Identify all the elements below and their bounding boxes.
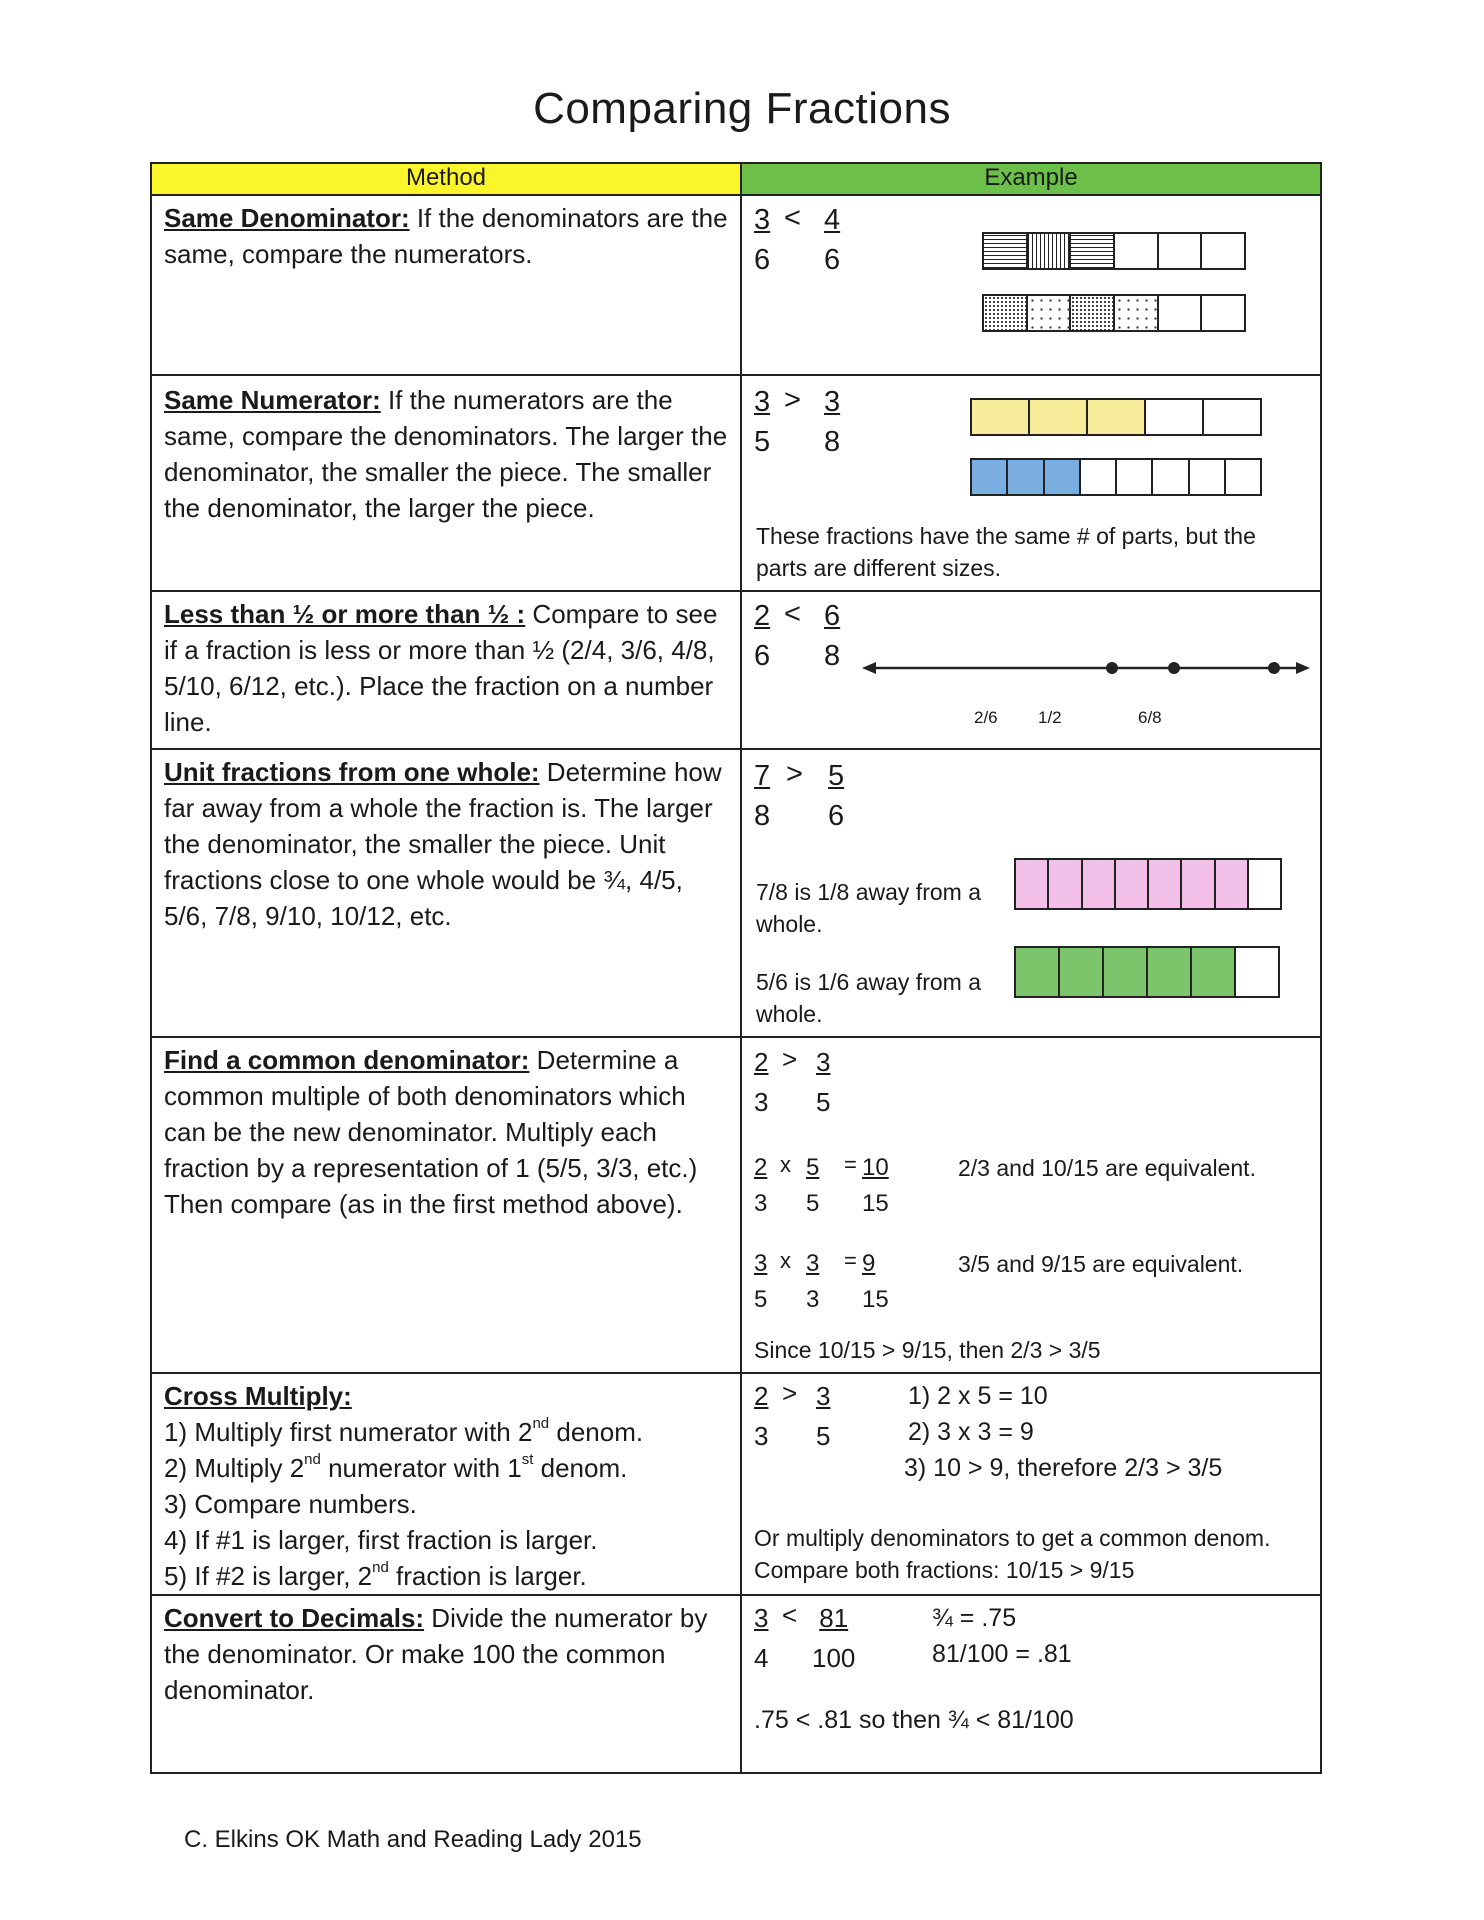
fraction: $\frac{3}{4}$ <box>754 1603 769 1673</box>
example-note: 5/6 is 1/6 away from a whole. <box>756 969 981 1027</box>
example-note: Or multiply denominators to get a common denom. Compare both fractions: 10/15 > 9/15 <box>754 1525 1271 1583</box>
fraction: $\frac{3}{5}$ <box>816 1047 831 1117</box>
example-conclusion: .75 < .81 so then ¾ < 81/100 <box>754 1706 1074 1734</box>
equals-sign: = <box>844 1152 857 1177</box>
number-line <box>862 650 1312 686</box>
number-line-label: 6/8 <box>1138 708 1162 727</box>
method-cell <box>151 1373 741 1595</box>
method-cell <box>151 195 741 375</box>
fraction-bar-three-fifths <box>970 398 1262 436</box>
multiply-sign: x <box>780 1152 791 1177</box>
method-cell <box>151 749 741 1037</box>
comparison-sign: < <box>784 598 801 630</box>
multiply-sign: x <box>780 1248 791 1273</box>
example-conclusion: Since 10/15 > 9/15, then 2/3 > 3/5 <box>754 1337 1101 1363</box>
comparison-sign: > <box>786 758 803 790</box>
method-heading: Cross Multiply: <box>164 1381 352 1411</box>
number-line-label: 1/2 <box>1038 708 1062 727</box>
comparison-sign: > <box>782 1044 798 1074</box>
method-text: Determine how far away from a whole the fraction is. The larger the denominator, the smaller the piece. Unit fractions close to one whole would be ¾, 4/5, 5/6, 7/8, 9/10, 10/12, etc. <box>164 757 722 931</box>
table-row <box>151 1595 1321 1773</box>
method-text: Compare to see if a fraction is less or more than ½ (2/4, 3/6, 4/8, 5/10, 6/12, etc.). Place the fraction on a number line. <box>164 599 718 737</box>
example-note: 2/3 and 10/15 are equivalent. <box>958 1155 1256 1181</box>
table-row <box>151 1373 1321 1595</box>
fraction-bar-three-eighths <box>970 458 1262 496</box>
fraction: $\frac{5}{5}$ <box>806 1154 820 1217</box>
example-cell <box>741 591 1321 749</box>
method-heading: Less than ½ or more than ½ : <box>164 599 526 629</box>
point-1-2 <box>1168 662 1180 674</box>
example-cell <box>741 1037 1321 1373</box>
example-cell <box>741 195 1321 375</box>
fraction: $\frac{2}{6}$ <box>754 600 771 672</box>
cross-step: 3) 10 > 9, therefore 2/3 > 3/5 <box>904 1454 1223 1482</box>
example-note: 7/8 is 1/8 away from a whole. <box>756 879 981 937</box>
fraction: $\frac{2}{3}$ <box>754 1154 768 1217</box>
method-cell <box>151 591 741 749</box>
fraction: $\frac{9}{15}$ <box>862 1250 889 1313</box>
example-cell <box>741 749 1321 1037</box>
method-cell <box>151 1037 741 1373</box>
example-note: 3/5 and 9/15 are equivalent. <box>958 1251 1244 1277</box>
fraction: $\frac{5}{6}$ <box>828 760 845 832</box>
comparison-sign: < <box>784 202 801 234</box>
comparison-sign: > <box>784 384 801 416</box>
example-header: Example <box>741 163 1321 195</box>
fraction: $\frac{81}{100}$ <box>812 1603 856 1673</box>
point-2-6 <box>1106 662 1118 674</box>
method-text: Determine a common multiple of both denominators which can be the new denominator. Multiply each fraction by a representation of 1 (5/5, 3/3, etc.) Then compare (as in the first method above). <box>164 1045 698 1219</box>
fractions-table <box>150 162 1322 1774</box>
method-heading: Same Numerator: <box>164 385 381 415</box>
method-step: 4) If #1 is larger, first fraction is larger. <box>164 1525 598 1555</box>
decimal-conversion: ¾ = .75 <box>932 1604 1017 1632</box>
example-cell <box>741 375 1321 591</box>
cross-step: 2) 3 x 3 = 9 <box>908 1418 1034 1446</box>
fraction-bar-seven-eighths <box>1014 858 1282 910</box>
fraction: $\frac{7}{8}$ <box>754 760 771 832</box>
fraction: $\frac{2}{3}$ <box>754 1381 769 1451</box>
method-text: Divide the numerator by the denominator. Or make 100 the common denominator. <box>164 1603 708 1705</box>
number-line-label: 2/6 <box>974 708 998 727</box>
method-cell <box>151 375 741 591</box>
table-row <box>151 591 1321 749</box>
method-heading: Unit fractions from one whole: <box>164 757 540 787</box>
example-cell <box>741 1595 1321 1773</box>
table-row <box>151 749 1321 1037</box>
method-header: Method <box>151 163 741 195</box>
example-note: These fractions have the same # of parts, but the parts are different sizes. <box>756 523 1256 581</box>
method-step: 2) Multiply 2nd numerator with 1st denom. <box>164 1451 628 1483</box>
method-text: If the numerators are the same, compare the denominators. The larger the denominator, the smaller the piece. The smaller the denominator, the larger the piece. <box>164 385 728 523</box>
method-step: 3) Compare numbers. <box>164 1489 417 1519</box>
fraction-bar-five-sixths <box>1014 946 1280 998</box>
comparison-sign: < <box>782 1600 798 1630</box>
comparison-sign: > <box>782 1378 798 1408</box>
footer-credit: C. Elkins OK Math and Reading Lady 2015 <box>184 1826 642 1853</box>
fraction: $\frac{3}{8}$ <box>824 386 841 458</box>
point-6-8 <box>1268 662 1280 674</box>
fraction: $\frac{6}{8}$ <box>824 600 841 672</box>
fraction: $\frac{2}{3}$ <box>754 1047 769 1117</box>
fraction: $\frac{4}{6}$ <box>824 204 841 276</box>
fraction-bar-four-sixths <box>982 294 1246 332</box>
method-step: 5) If #2 is larger, 2nd fraction is larger. <box>164 1559 587 1591</box>
method-text: If the denominators are the same, compare the numerators. <box>164 203 728 269</box>
method-heading: Convert to Decimals: <box>164 1603 425 1633</box>
fraction: $\frac{3}{6}$ <box>754 204 771 276</box>
fraction: $\frac{10}{15}$ <box>862 1154 889 1217</box>
table-row <box>151 375 1321 591</box>
fraction: $\frac{3}{3}$ <box>806 1250 820 1313</box>
fraction: $\frac{3}{5}$ <box>754 1250 768 1313</box>
table-row <box>151 1037 1321 1373</box>
method-heading: Find a common denominator: <box>164 1045 530 1075</box>
example-cell <box>741 1373 1321 1595</box>
cross-step: 1) 2 x 5 = 10 <box>908 1382 1048 1410</box>
method-cell <box>151 1595 741 1773</box>
fraction: $\frac{3}{5}$ <box>754 386 771 458</box>
fraction-bar-three-sixths <box>982 232 1246 270</box>
table-row <box>151 195 1321 375</box>
method-step: 1) Multiply first numerator with 2nd denom. <box>164 1415 644 1447</box>
page-title: Comparing Fractions <box>533 84 951 133</box>
decimal-conversion: 81/100 = .81 <box>932 1640 1072 1668</box>
equals-sign: = <box>844 1248 857 1273</box>
fraction: $\frac{3}{5}$ <box>816 1381 831 1451</box>
method-heading: Same Denominator: <box>164 203 410 233</box>
